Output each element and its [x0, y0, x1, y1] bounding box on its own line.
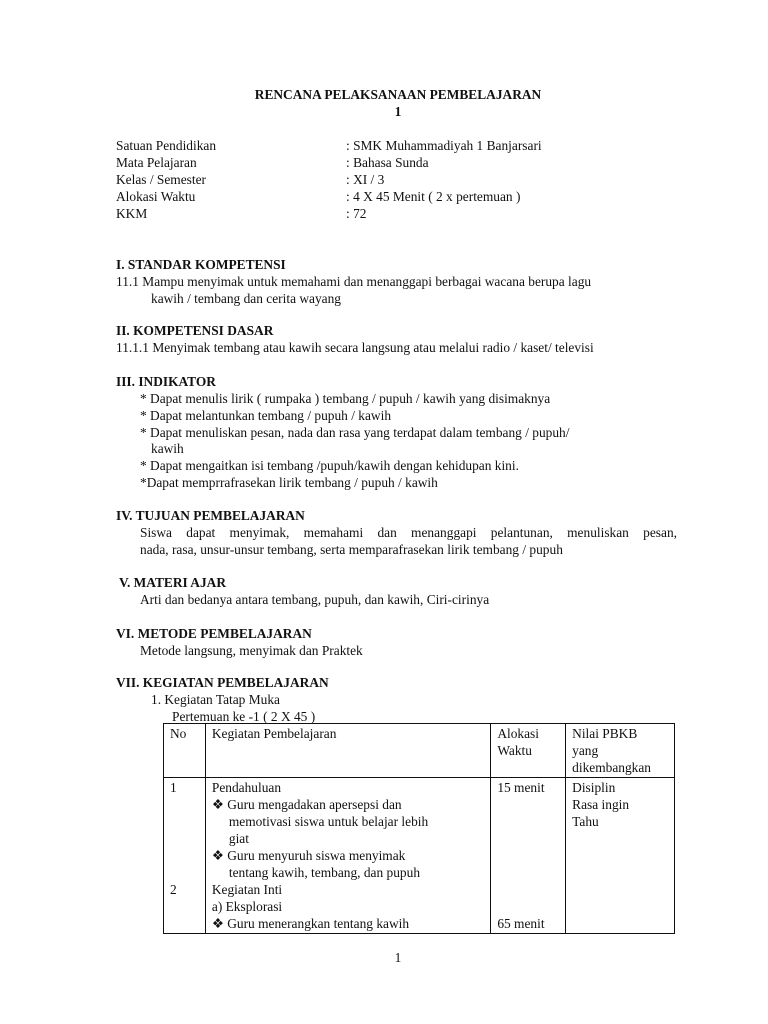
identity-label: Satuan Pendidikan	[116, 138, 217, 153]
identity-value: : XI / 3	[346, 172, 385, 187]
indicator-item: * Dapat mengaitkan isi tembang /pupuh/kawih dengan kehidupan kini.	[140, 458, 519, 473]
identity-label: KKM	[116, 206, 148, 221]
table-row	[164, 778, 675, 934]
identity-value: : SMK Muhammadiyah 1 Banjarsari	[346, 138, 542, 153]
header-alokasi	[491, 724, 566, 778]
header-alokasi-label: Alokasi	[497, 726, 539, 741]
header-nilai-label: dikembangkan	[572, 760, 651, 775]
section-heading-standar-kompetensi: I. STANDAR KOMPETENSI	[116, 257, 286, 272]
cell-no	[164, 778, 206, 934]
table-header-row	[164, 724, 675, 778]
section-text: 11.1.1 Menyimak tembang atau kawih secara langsung atau melalui radio / kaset/ televisi	[116, 340, 594, 355]
header-kegiatan-label: Kegiatan Pembelajaran	[211, 726, 337, 741]
section-text: kawih / tembang dan cerita wayang	[151, 291, 341, 306]
activity-line: memotivasi siswa untuk belajar lebih	[228, 814, 429, 829]
header-no-label: No	[170, 726, 187, 741]
activity-bullet: ❖ Guru menyuruh siswa menyimak	[211, 848, 406, 863]
row-number: 2	[170, 882, 177, 897]
subsection-title: 1. Kegiatan Tatap Muka	[151, 692, 280, 707]
value-item: Disiplin	[572, 780, 616, 795]
header-alokasi-label: Waktu	[497, 743, 532, 758]
page-number: 1	[394, 950, 402, 965]
identity-value: : Bahasa Sunda	[346, 155, 429, 170]
section-heading-kompetensi-dasar: II. KOMPETENSI DASAR	[116, 323, 274, 338]
indicator-item: * Dapat menulis lirik ( rumpaka ) tembang / pupuh / kawih yang disimaknya	[140, 391, 551, 406]
time-allocation: 15 menit	[497, 780, 545, 795]
value-item: Rasa ingin	[572, 797, 630, 812]
indicator-item: *Dapat memprrafrasekan lirik tembang / pupuh / kawih	[140, 475, 438, 490]
activity-bullet: ❖ Guru mengadakan apersepsi dan	[211, 797, 402, 812]
cell-kegiatan	[205, 778, 490, 934]
activity-line: giat	[228, 831, 249, 846]
section-text: Arti dan bedanya antara tembang, pupuh, dan kawih, Ciri-cirinya	[140, 592, 490, 607]
header-nilai-label: yang	[572, 743, 599, 758]
section-heading-metode-pembelajaran: VI. METODE PEMBELAJARAN	[116, 626, 312, 641]
section-heading-kegiatan-pembelajaran: VII. KEGIATAN PEMBELAJARAN	[116, 675, 329, 690]
section-text: nada, rasa, unsur-unsur tembang, serta memparafrasekan lirik tembang / pupuh	[140, 542, 563, 557]
identity-value: : 4 X 45 Menit ( 2 x pertemuan )	[346, 189, 521, 204]
section-text: Metode langsung, menyimak dan Praktek	[140, 643, 363, 658]
section-text: 11.1 Mampu menyimak untuk memahami dan menanggapi berbagai wacana berupa lagu	[116, 274, 592, 289]
header-nilai	[566, 724, 675, 778]
header-kegiatan	[205, 724, 490, 778]
identity-label: Kelas / Semester	[116, 172, 206, 187]
identity-label: Alokasi Waktu	[116, 189, 196, 204]
section-heading-indikator: III. INDIKATOR	[116, 374, 216, 389]
identity-value: : 72	[346, 206, 367, 221]
activity-table	[163, 723, 675, 934]
identity-label: Mata Pelajaran	[116, 155, 197, 170]
activity-line: a) Eksplorasi	[211, 899, 283, 914]
cell-alokasi	[491, 778, 566, 934]
indicator-item: * Dapat menuliskan pesan, nada dan rasa yang terdapat dalam tembang / pupuh/	[140, 425, 570, 440]
section-heading-tujuan-pembelajaran: IV. TUJUAN PEMBELAJARAN	[116, 508, 305, 523]
activity-bullet: ❖ Guru menerangkan tentang kawih	[211, 916, 410, 931]
activity-line: Kegiatan Inti	[211, 882, 283, 897]
cell-nilai	[566, 778, 675, 934]
section-text: Siswa dapat menyimak, memahami dan menanggapi pelantunan, menuliskan pesan,	[140, 525, 677, 540]
indicator-item-continued: kawih	[151, 441, 184, 456]
document-title: RENCANA PELAKSANAAN PEMBELAJARAN	[254, 87, 542, 102]
header-no	[164, 724, 206, 778]
activity-line: Pendahuluan	[211, 780, 282, 795]
row-number: 1	[170, 780, 177, 795]
indicator-item: * Dapat melantunkan tembang / pupuh / kawih	[140, 408, 392, 423]
activity-line: tentang kawih, tembang, dan pupuh	[228, 865, 421, 880]
header-nilai-label: Nilai PBKB	[572, 726, 638, 741]
meeting-title: Pertemuan ke -1 ( 2 X 45 )	[172, 709, 316, 724]
document-title-number: 1	[394, 104, 402, 119]
section-heading-materi-ajar: V. MATERI AJAR	[119, 575, 227, 590]
value-item: Tahu	[572, 814, 599, 829]
time-allocation: 65 menit	[497, 916, 545, 931]
